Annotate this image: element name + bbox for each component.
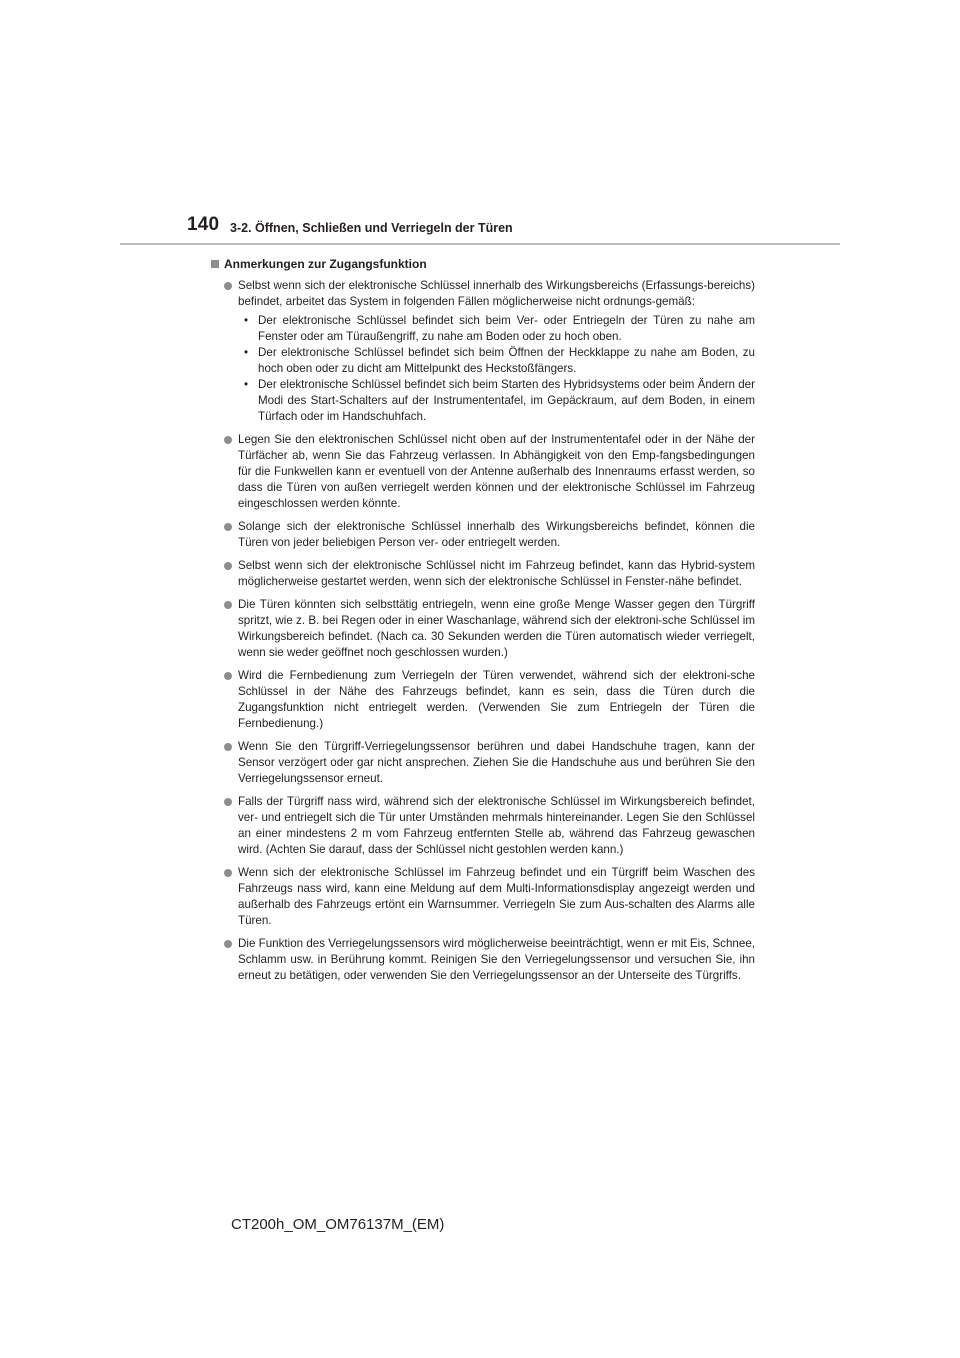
- header-rule: [120, 243, 840, 245]
- sub-list-item: [241, 345, 755, 377]
- sub-list-item: [241, 313, 755, 345]
- section-title: Anmerkungen zur Zugangsfunktion: [224, 257, 427, 271]
- list-item: [210, 936, 755, 984]
- document-code: CT200h_OM_OM76137M_(EM): [231, 1216, 445, 1233]
- section-heading: [210, 256, 755, 272]
- list-item-text: Selbst wenn sich der elektronische Schlüssel nicht im Fahrzeug befindet, kann das Hybrid-system möglicherweise gestartet werden, wenn sich der elektronische Schlüssel in Fenster-nähe befindet.: [238, 559, 755, 588]
- sub-list: [238, 313, 755, 425]
- circle-bullet-icon: [224, 869, 232, 877]
- sub-list-item-text: Der elektronische Schlüssel befindet sich beim Starten des Hybridsystems oder beim Ändern der Modi des Start-Schalters auf der Instrumententafel, im Gepäckraum, auf dem Boden, in einem Türfach oder im Handschuhfach.: [258, 378, 755, 423]
- list-item-text: Wird die Fernbedienung zum Verriegeln der Türen verwendet, während sich der elektroni-sche Schlüssel in der Nähe des Fahrzeugs befindet, kann es sein, dass die Türen durch die Zugangsfunktion nicht entriegelt werden. (Verwenden Sie zum Entriegeln der Türen die Fernbedienung.): [238, 669, 755, 730]
- sub-list-item-text: Der elektronische Schlüssel befindet sich beim Ver- oder Entriegeln der Türen zu nahe am Fenster oder am Türaußengriff, zu nahe am Boden oder zu hoch oben.: [258, 314, 755, 343]
- running-header: 3-2. Öffnen, Schließen und Verriegeln der Türen: [230, 221, 513, 235]
- page-content: [210, 256, 755, 991]
- circle-bullet-icon: [224, 743, 232, 751]
- circle-bullet-icon: [224, 282, 232, 290]
- list-item-text: Die Türen könnten sich selbsttätig entriegeln, wenn eine große Menge Wasser gegen den Türgriff spritzt, wie z. B. bei Regen oder in einer Waschanlage, während sich der elektroni-sche Schlüssel im Wirkungsbereich befindet. (Nach ca. 30 Sekunden werden die Türen automatisch wieder verriegelt, wenn sie weder geöffnet noch geschlossen wurden.): [238, 598, 755, 659]
- square-icon: [211, 260, 219, 268]
- list-item: [210, 739, 755, 787]
- circle-bullet-icon: [224, 672, 232, 680]
- list-item-text: Falls der Türgriff nass wird, während sich der elektronische Schlüssel im Wirkungsbereich befindet, ver- und entriegelt sich die Tür unter Umständen mehrmals hintereinander. Legen Sie den Schlüssel an einer mindestens 2 m vom Fahrzeug entfernten Stelle ab, während das Fahrzeug gewaschen wird. (Achten Sie darauf, dass der Schlüssel nicht gestohlen werden kann.): [238, 795, 755, 856]
- list-item: [210, 794, 755, 858]
- circle-bullet-icon: [224, 940, 232, 948]
- circle-bullet-icon: [224, 436, 232, 444]
- list-item-text: Die Funktion des Verriegelungssensors wird möglicherweise beeinträchtigt, wenn er mit Eis, Schnee, Schlamm usw. in Berührung kommt. Reinigen Sie den Verriegelungssensor und versuchen Sie, ihn erneut zu betätigen, oder verwenden Sie den Verriegelungssensor an der Unterseite des Türgriffs.: [238, 937, 755, 982]
- bullet-icon: •: [244, 346, 249, 359]
- bullet-icon: •: [244, 378, 249, 391]
- list-item-text: Solange sich der elektronische Schlüssel innerhalb des Wirkungsbereichs befindet, können die Türen von jeder beliebigen Person ver- oder entriegelt werden.: [238, 520, 755, 549]
- list-item: [210, 278, 755, 425]
- list-item-text: Wenn sich der elektronische Schlüssel im Fahrzeug befindet und ein Türgriff beim Waschen des Fahrzeugs nass wird, kann eine Meldung auf dem Multi-Informationsdisplay angezeigt werden und außerhalb des Fahrzeugs ertönt ein Warnsummer. Verriegeln Sie zum Aus-schalten des Alarms alle Türen.: [238, 866, 755, 927]
- circle-bullet-icon: [224, 798, 232, 806]
- sub-list-item: [241, 377, 755, 425]
- circle-bullet-icon: [224, 523, 232, 531]
- list-item-text: Selbst wenn sich der elektronische Schlüssel innerhalb des Wirkungsbereichs (Erfassungs-bereichs) befindet, arbeitet das System in folgenden Fällen möglicherweise nicht ordnungs-gemäß:: [238, 279, 755, 308]
- list-item: [210, 432, 755, 512]
- circle-bullet-icon: [224, 601, 232, 609]
- list-item: [210, 558, 755, 590]
- sub-list-item-text: Der elektronische Schlüssel befindet sich beim Öffnen der Heckklappe zu nahe am Boden, zu hoch oben oder zu dicht am Mittelpunkt des Heckstoßfängers.: [258, 346, 755, 375]
- list-item: [210, 597, 755, 661]
- list-item-text: Wenn Sie den Türgriff-Verriegelungssensor berühren und dabei Handschuhe tragen, kann der Sensor verzögert oder gar nicht ansprechen. Ziehen Sie die Handschuhe aus und berühren Sie den Verriegelungssensor erneut.: [238, 740, 755, 785]
- list-item: [210, 865, 755, 929]
- page-number: 140: [187, 214, 220, 235]
- circle-bullet-icon: [224, 562, 232, 570]
- notes-list: [210, 278, 755, 984]
- list-item: [210, 668, 755, 732]
- bullet-icon: •: [244, 314, 249, 327]
- list-item: [210, 519, 755, 551]
- list-item-text: Legen Sie den elektronischen Schlüssel nicht oben auf der Instrumententafel oder in der Nähe der Türfächer ab, wenn Sie das Fahrzeug verlassen. In Abhängigkeit von den Emp-fangsbedingungen für die Funkwellen kann er eventuell von der Antenne außerhalb des Innenraums erfasst werden, so dass die Türen von außen verriegelt werden können und der elektronische Schlüssel im Fahrzeug eingeschlossen werden könnte.: [238, 433, 755, 510]
